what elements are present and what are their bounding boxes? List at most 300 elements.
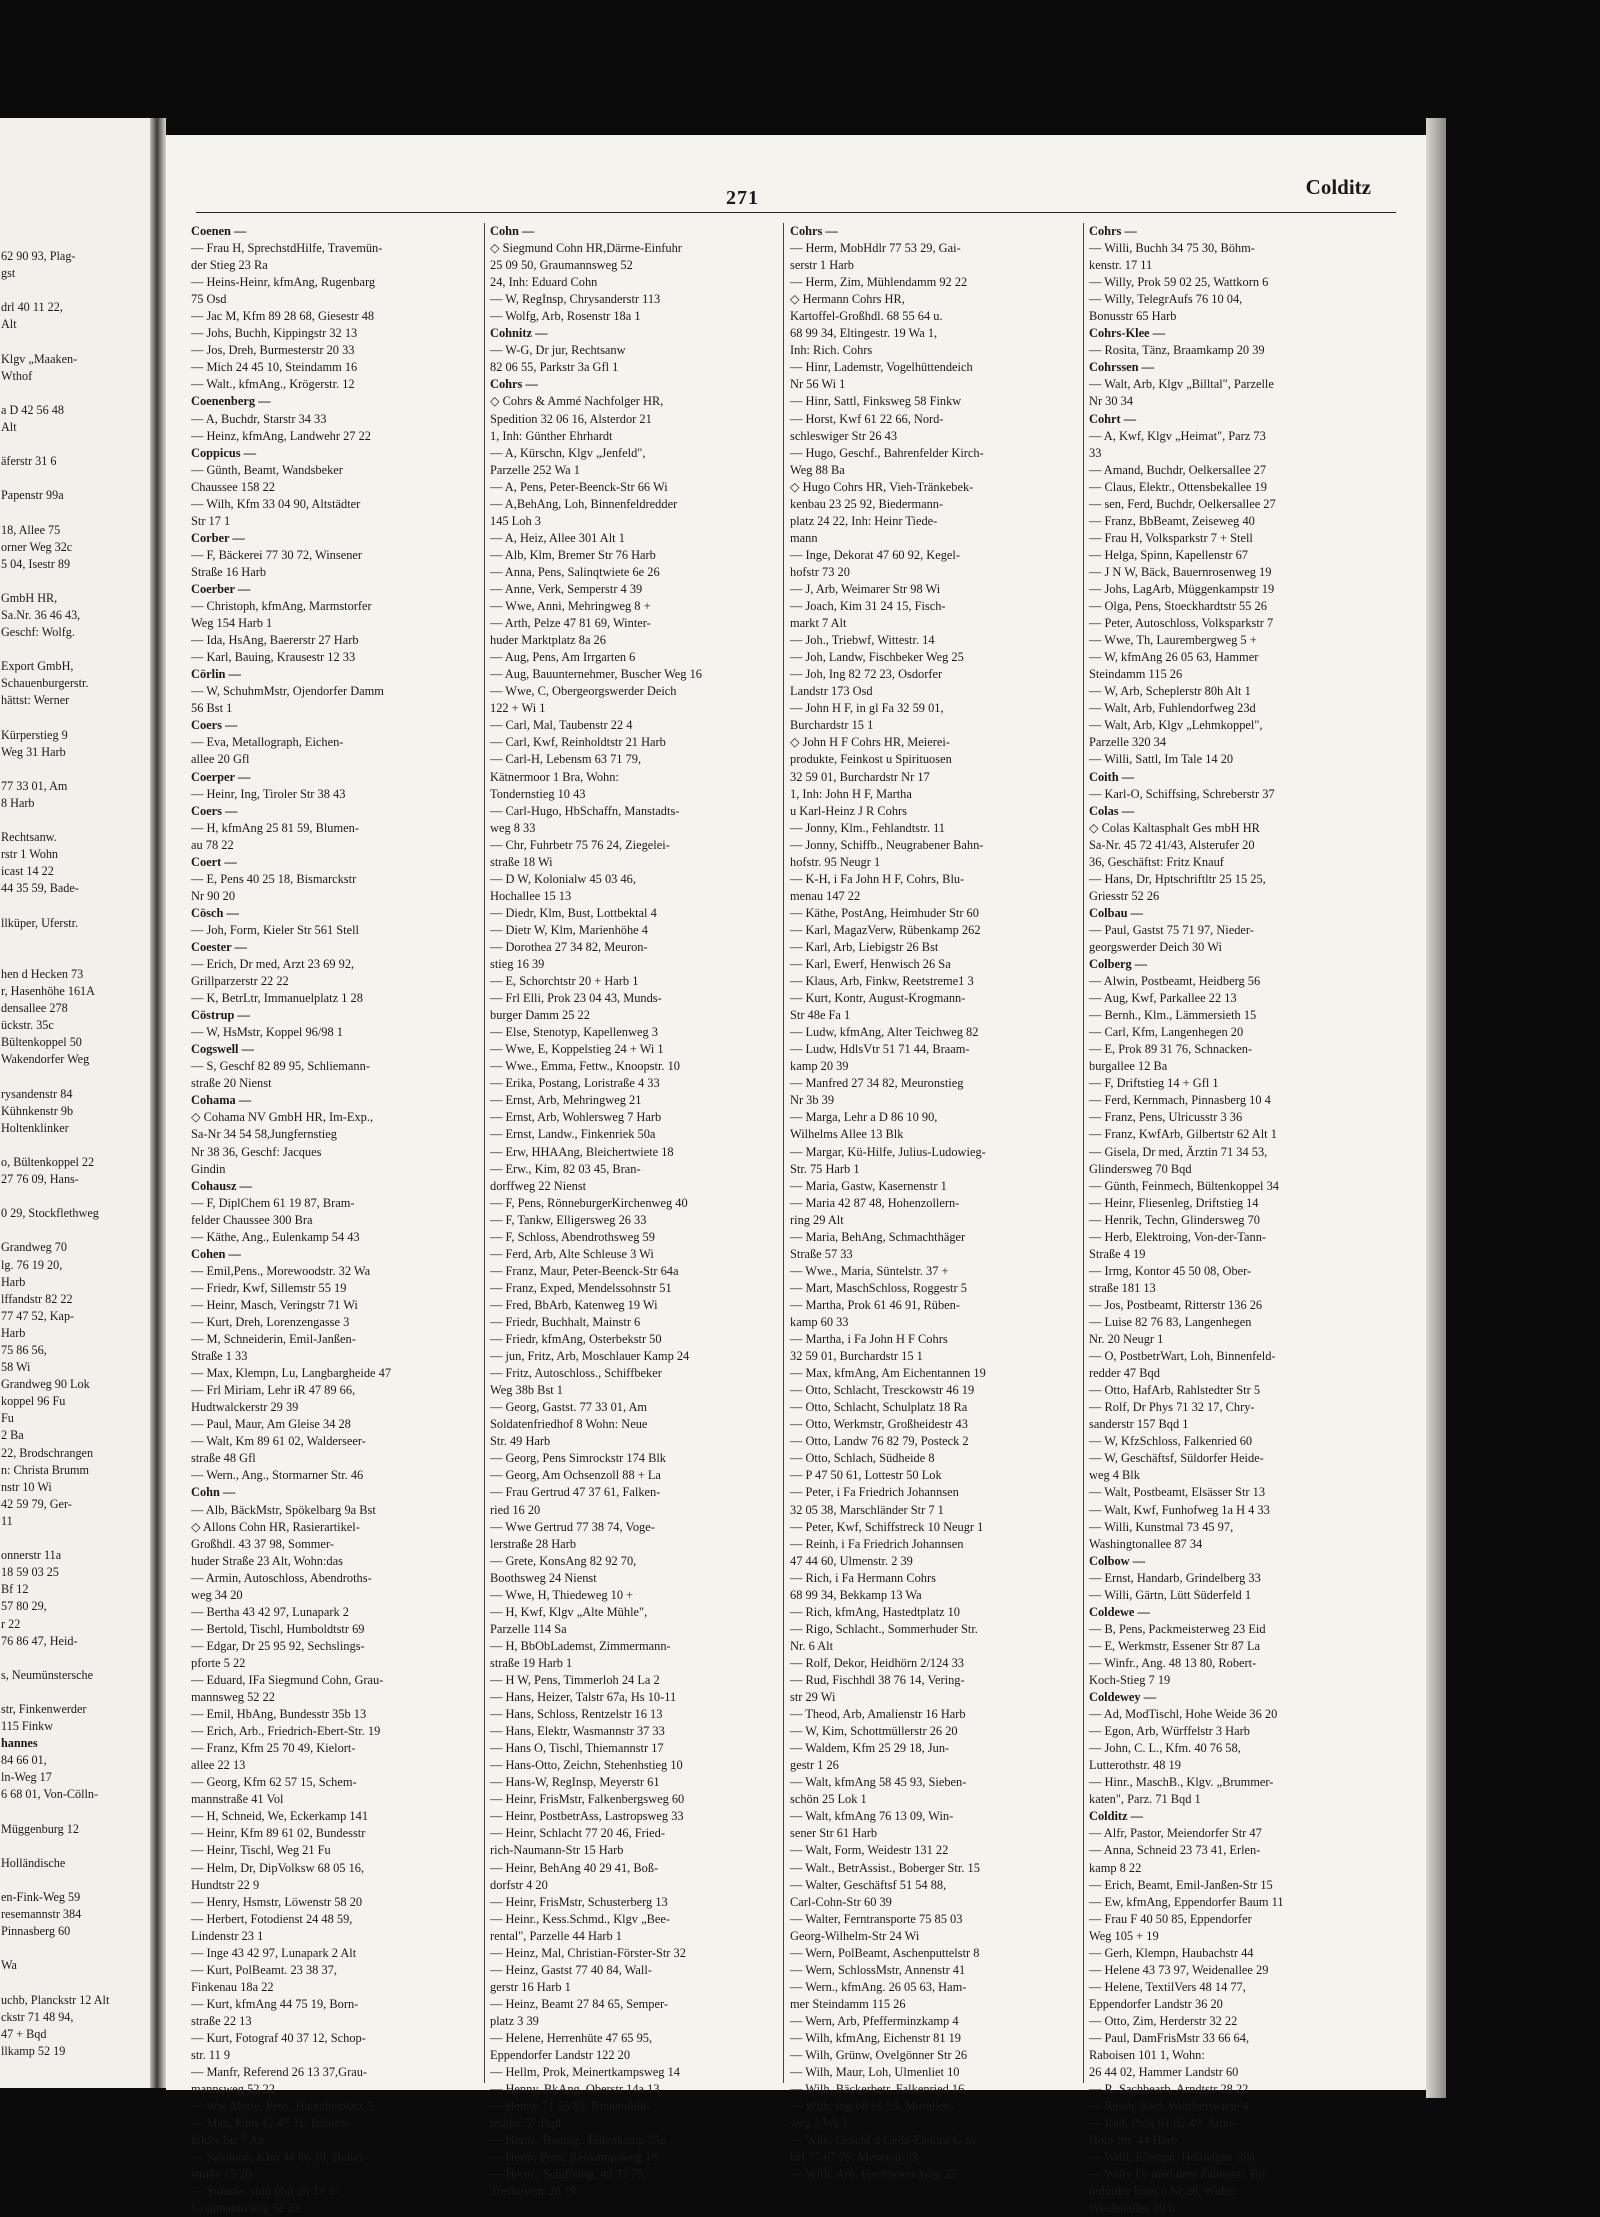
directory-entry-line: — Walt, Kwf, Funhofweg 1a H 4 33	[1089, 1502, 1270, 1517]
left-page-line: en-Fink-Weg 59	[1, 1890, 81, 1904]
directory-entry-line: allee 22 13	[191, 1758, 246, 1773]
directory-entry-line: — H W, Pens, Timmerloh 24 La 2	[490, 1672, 660, 1687]
left-page-line	[1, 282, 146, 299]
directory-entry-line: — J, Arb, Weimarer Str 98 Wi	[790, 581, 941, 596]
directory-entry-line: — Wern, Arb, Pfefferminzkamp 4	[790, 2013, 959, 2028]
left-page-line: Fu	[1, 1411, 14, 1426]
directory-entry-line: Wilhelms Allee 13 Blk	[790, 1127, 904, 1142]
directory-entry-line: — Manfr, Referend 26 13 37,Grau-	[191, 2065, 368, 2080]
directory-entry-line: — Bernh., Klm., Lämmersieth 15	[1089, 1008, 1257, 1023]
directory-entry-line: schleswiger Str 26 43	[790, 428, 898, 443]
directory-entry-line: — H, kfmAng 25 81 59, Blumen-	[191, 820, 359, 835]
surname-heading: Corber —	[191, 530, 245, 545]
directory-entry-line: — Erich, Dr med, Arzt 23 69 92,	[191, 957, 355, 972]
left-page-line: hannes	[1, 1736, 38, 1751]
directory-entry-line: — Willy Dr med dent Zahnarzt, Bil-	[1089, 2167, 1270, 2182]
surname-heading: Colditz —	[1089, 1809, 1144, 1824]
left-page-line: onnerstr 11a	[1, 1548, 62, 1563]
directory-entry-line: — Jonny, Klm., Fehlandtstr. 11	[790, 820, 945, 835]
directory-entry-line: — Henny 71 53 83, Binnenfeld-	[490, 2099, 651, 2114]
left-page-line: Schauenburgerstr.	[1, 676, 89, 691]
directory-entry-line: — Johs, Buchh, Kippingstr 32 13	[191, 326, 358, 341]
directory-entry-line: straße 22 13	[191, 2013, 252, 2028]
directory-entry-line: — Hans-Otto, Zeichn, Stehenhstieg 10	[490, 1758, 683, 1773]
directory-entry-line: — Heinr, Tischl, Weg 21 Fu	[191, 1843, 331, 1858]
directory-entry-line: mannsweg 52 22	[191, 2082, 275, 2097]
left-page-line: drl 40 11 22,	[1, 300, 63, 315]
surname-heading: Cohrs —	[1089, 224, 1137, 238]
directory-entry-line: — Herm., Schiffsing. 40 33 75,	[490, 2167, 647, 2182]
directory-entry-line: — Horst, Kwf 61 22 66, Nord-	[790, 411, 944, 426]
directory-entry-line: 33	[1089, 445, 1102, 460]
left-page-line: Geschf: Wolfg.	[1, 625, 75, 640]
directory-entry-line: Weidenallee 29 6	[1089, 2201, 1175, 2216]
directory-entry-line: — Manfred 27 34 82, Meuronstieg	[790, 1076, 964, 1091]
directory-entry-line: Parzelle 114 Sa	[490, 1621, 567, 1636]
directory-entry-line: — A, Buchdr, Starstr 34 33	[191, 411, 327, 426]
directory-entry-line: Nr 3b 39	[790, 1093, 835, 1108]
directory-entry-line: Finkenau 18a 22	[191, 1979, 274, 1994]
left-page-line: 58 Wi	[1, 1360, 31, 1375]
surname-heading: Colbow —	[1089, 1553, 1146, 1568]
directory-entry-line: kenbau 23 25 92, Biedermann-	[790, 496, 944, 511]
directory-entry-line: — Günth, Feinmech, Bültenkoppel 34	[1089, 1178, 1279, 1193]
left-page-line: Alt	[1, 317, 17, 332]
directory-entry-line: — Otto, Schlacht, Tresckowstr 46 19	[790, 1383, 975, 1398]
directory-entry-line: — Henrik, Techn, Glindersweg 70	[1089, 1212, 1260, 1227]
surname-heading: Colberg —	[1089, 957, 1148, 972]
directory-entry-line: Lindenstr 23 1	[191, 1928, 264, 1943]
directory-entry-line: kamp 60 33	[790, 1315, 849, 1329]
directory-entry-line: — Bertha 43 42 97, Lunapark 2	[191, 1604, 349, 1619]
directory-entry-line: serstr 1 Harb	[790, 258, 854, 273]
left-page-line	[1, 333, 146, 350]
directory-entry-line: — Otto, Werkmstr, Großheidestr 43	[790, 1417, 968, 1432]
directory-entry-line: Parzelle 252 Wa 1	[490, 462, 580, 477]
directory-entry-line: — F, Tankw, Elligersweg 26 33	[490, 1212, 647, 1227]
left-page-line	[1, 641, 146, 658]
directory-entry-line: — Inge 43 42 97, Lunapark 2 Alt	[191, 1945, 357, 1960]
directory-entry-line: — Frl Elli, Prok 23 04 43, Munds-	[490, 991, 662, 1006]
directory-entry-line: — Heinr., Kess.Schmd., Klgv „Bee-	[490, 1911, 670, 1926]
directory-entry-line: — Jos, Dreh, Burmesterstr 20 33	[191, 343, 355, 358]
directory-entry-line: — Willi, Klempn, Heilwigstr 39a	[1089, 2150, 1255, 2165]
directory-entry-line: — Rud, Prok 81 02 49, Arno-	[1089, 2116, 1237, 2131]
directory-entry-line: Nr. 20 Neugr 1	[1089, 1332, 1164, 1347]
directory-entry-line: straße 48 Gfl	[191, 1451, 256, 1466]
directory-entry-line: — Günth, Beamt, Wandsbeker	[191, 462, 343, 477]
directory-entry-line: — Joach, Kim 31 24 15, Fisch-	[790, 599, 946, 614]
left-page-line: lg. 76 19 20,	[1, 1257, 63, 1272]
directory-entry-line: Inh: Rich. Cohrs	[790, 343, 873, 358]
directory-entry-line: — Helm, Dr, DipVolksw 68 05 16,	[191, 1860, 365, 1875]
directory-entry-line: — Martha, Prok 61 46 91, Rüben-	[790, 1297, 961, 1312]
directory-entry-line: ◇ Cohama NV GmbH HR, Im-Exp.,	[191, 1110, 374, 1125]
left-page-line: orner Weg 32c	[1, 539, 73, 554]
directory-entry-line: — Rosita, Tänz, Braamkamp 20 39	[1089, 343, 1265, 358]
left-page-line: hen d Hecken 73	[1, 966, 84, 981]
surname-heading: Cohrt —	[1089, 411, 1137, 426]
directory-entry-line: 36, Geschäftst: Fritz Knauf	[1089, 854, 1224, 869]
left-page-line	[1, 932, 146, 949]
directory-entry-line: — Karl, MagazVerw, Rübenkamp 262	[790, 922, 981, 937]
left-page-line	[1, 1974, 146, 1991]
directory-entry-line: — Salomon, Kfm 44 86 30, Haller-	[191, 2150, 367, 2165]
directory-entry-line: — W, SchuhmMstr, Ojendorfer Damm	[191, 684, 384, 699]
directory-entry-line: — Kurt, Kontr, August-Krogmann-	[790, 991, 966, 1006]
left-page-line	[1, 949, 146, 966]
directory-entry-line: ring 29 Alt	[790, 1212, 844, 1227]
directory-entry-line: — Friedr, Kwf, Sillemstr 55 19	[191, 1280, 347, 1295]
left-page-line: Wthof	[1, 368, 33, 383]
left-page-line: nstr 10 Wi	[1, 1479, 52, 1494]
directory-entry-line: straße 20 Nienst	[191, 1076, 272, 1091]
directory-entry-line: 75 Osd	[191, 292, 227, 307]
left-page-line: n: Christa Brumm	[1, 1462, 90, 1477]
directory-entry-line: 56 Bst 1	[191, 701, 233, 716]
directory-entry-line: 82 06 55, Parkstr 3a Gfl 1	[490, 360, 619, 375]
directory-entry-line: — Friedr, kfmAng, Osterbekstr 50	[490, 1332, 662, 1347]
directory-entry-line: — Joh, Form, Kieler Str 561 Stell	[191, 922, 359, 937]
directory-entry-line: — Hans O, Tischl, Thiemannstr 17	[490, 1741, 664, 1756]
left-page-text-strip	[1, 248, 146, 2060]
directory-entry-line: — Waldem, Kfm 25 29 18, Jun-	[790, 1741, 950, 1756]
directory-entry-line: ◇ Colas Kaltasphalt Ges mbH HR	[1089, 820, 1260, 835]
directory-entry-line: — Wilh, Grünw, Ovelgönner Str 26	[790, 2048, 968, 2063]
directory-entry-line: mannstraße 41 Vol	[191, 1792, 284, 1807]
directory-entry-line: burger Damm 25 22	[490, 1008, 590, 1023]
directory-entry-line: Gindin	[191, 1161, 226, 1176]
directory-entry-line: — A, Kwf, Klgv „Heimat", Parz 73	[1089, 428, 1266, 443]
directory-entry-line: Eppendorfer Landstr 36 20	[1089, 1996, 1223, 2011]
directory-entry-line: — Franz, Maur, Peter-Beenck-Str 64a	[490, 1263, 679, 1278]
left-page-line	[1, 573, 146, 590]
directory-entry-line: ◇ Allons Cohn HR, Rasierartikel-	[191, 1519, 360, 1534]
left-page-line: resemannstr 384	[1, 1907, 82, 1922]
directory-entry-line: — Hans, Schloss, Rentzelstr 16 13	[490, 1707, 663, 1722]
directory-entry-line: — Sidonie, stud phil 26 13 37,	[191, 2184, 344, 2199]
directory-entry-line: — K, BetrLtr, Immanuelplatz 1 28	[191, 991, 363, 1006]
directory-entry-line: kamp 8 22	[1089, 1860, 1142, 1875]
book-gutter	[150, 118, 166, 2088]
directory-entry-line: — E, Schorchtstr 20 + Harb 1	[490, 974, 639, 989]
directory-entry-line: — Aug, Bauunternehmer, Buscher Weg 16	[490, 667, 702, 682]
left-page-line: Grandweg 90 Lok	[1, 1377, 90, 1392]
directory-entry-line: Koch-Stieg 7 19	[1089, 1672, 1171, 1687]
surname-heading: Cörlin —	[191, 667, 241, 682]
directory-entry-line: — Carl, Mal, Taubenstr 22 4	[490, 718, 633, 733]
directory-entry-line: — Ernst, Landw., Finkenriek 50a	[490, 1127, 656, 1142]
directory-entry-line: — Willi, Gärtn, Lütt Süderfeld 1	[1089, 1587, 1252, 1602]
directory-entry-line: — Hans, Heizer, Talstr 67a, Hs 10-11	[490, 1690, 677, 1705]
directory-entry-line: — Jos, Postbeamt, Ritterstr 136 26	[1089, 1297, 1263, 1312]
directory-entry-line: Boothsweg 24 Nienst	[490, 1570, 597, 1585]
directory-entry-line: mer Steindamm 115 26	[790, 1996, 906, 2011]
left-page-line: Klgv „Maaken-	[1, 351, 78, 366]
directory-entry-line: — Ludw, HdlsVtr 51 71 44, Braam-	[790, 1042, 970, 1057]
left-page-line: 18 59 03 25	[1, 1565, 59, 1580]
directory-entry-line: — Helene, TextilVers 48 14 77,	[1089, 1979, 1246, 1994]
directory-entry-line: Nr 30 34	[1089, 394, 1134, 409]
left-page-line	[1, 1222, 146, 1239]
directory-entry-line: — Otto, Schlach, Südheide 8	[790, 1451, 935, 1466]
directory-entry-line: — A, Kürschn, Klgv „Jenfeld",	[490, 445, 646, 460]
left-page-line: lffandstr 82 22	[1, 1291, 73, 1306]
directory-entry-line: — W, kfmAng 26 05 63, Hammer	[1089, 650, 1259, 665]
directory-entry-line: — Walter, Geschäftsf 51 54 88,	[790, 1877, 947, 1892]
directory-entry-line: — Walt, Arb, Klgv „Billtal", Parzelle	[1089, 377, 1274, 392]
directory-entry-line: Nr. 6 Alt	[790, 1638, 834, 1653]
directory-entry-line: — Fritz, Autoschloss., Schiffbeker	[490, 1366, 662, 1381]
directory-entry-line: — Wern, SchlossMstr, Annenstr 41	[790, 1962, 966, 1977]
directory-entry-line: — Heinz, kfmAng, Landwehr 27 22	[191, 428, 371, 443]
directory-entry-line: 32 59 01, Burchardstr Nr 17	[790, 769, 930, 784]
directory-entry-line: — Wern., Ang., Stormarner Str. 46	[191, 1468, 364, 1483]
directory-entry-line: 122 + Wi 1	[490, 701, 546, 716]
directory-entry-line: — E, Pens 40 25 18, Bismarckstr	[191, 871, 357, 886]
directory-entry-line: — Herb, Elektroing, Von-der-Tann-	[1089, 1229, 1267, 1244]
left-page-line: ückstr. 35c	[1, 1018, 54, 1033]
directory-entry-line: — Erich, Beamt, Emil-Janßen-Str 15	[1089, 1877, 1273, 1892]
left-page-line	[1, 504, 146, 521]
directory-entry-line: hofstr. 95 Neugr 1	[790, 854, 881, 869]
column-divider	[1083, 223, 1084, 2083]
directory-entry-line: — Frau F 40 50 85, Eppendorfer	[1089, 1911, 1252, 1926]
left-page-line: Bültenkoppel 50	[1, 1035, 82, 1050]
left-page-line	[1, 1940, 146, 1957]
column-1	[191, 223, 478, 2216]
directory-entry-line: — Alb, BäckMstr, Spökelbarg 9a Bst	[191, 1502, 376, 1517]
directory-entry-line: Nr 38 36, Geschf: Jacques	[191, 1144, 322, 1159]
directory-entry-line: — Erw, HHAAng, Bleichertwiete 18	[490, 1144, 674, 1159]
directory-entry-line: — Kurt, Fotograf 40 37 12, Schop-	[191, 2030, 366, 2045]
surname-heading: Coenen —	[191, 224, 247, 238]
left-page-line: densallee 278	[1, 1001, 68, 1016]
left-page-line: a D 42 56 48	[1, 402, 64, 417]
directory-entry-line: Nr 90 20	[191, 888, 236, 903]
directory-entry-line: — Gisela, Dr med, Ärztin 71 34 53,	[1089, 1144, 1268, 1159]
surname-heading: Cösch —	[191, 905, 239, 920]
directory-entry-line: — Ww Marie, Pens, Habichtsplatz 5	[191, 2099, 373, 2114]
directory-entry-line: — Erika, Postang, Loristraße 4 33	[490, 1076, 660, 1091]
directory-entry-line: markt 7 Alt	[790, 616, 847, 631]
directory-entry-line: pforte 5 22	[191, 1655, 246, 1670]
directory-entry-line: — Reinh, Kwf, Weichertwiete 4	[1089, 2099, 1249, 2114]
left-page-line: o, Bültenkoppel 22	[1, 1154, 95, 1169]
directory-entry-line: Kartoffel-Großhdl. 68 55 64 u.	[790, 309, 943, 324]
directory-entry-line: — Georg, Gastst. 77 33 01, Am	[490, 1400, 648, 1415]
surname-heading: Cohrs —	[790, 224, 838, 238]
surname-heading: Colbau —	[1089, 905, 1144, 920]
directory-entry-line: — S, Geschf 82 89 95, Schliemann-	[191, 1059, 370, 1074]
directory-entry-line: — Carl-H, Lebensm 63 71 79,	[490, 752, 642, 767]
directory-entry-line: — Walt, kfmAng 58 45 93, Sieben-	[790, 1775, 967, 1790]
directory-entry-line: — W, Geschäftsf, Süldorfer Heide-	[1089, 1451, 1264, 1466]
directory-entry-line: felder Chaussee 300 Bra	[191, 1212, 313, 1227]
surname-heading: Cogswell —	[191, 1042, 254, 1057]
directory-entry-line: — Karl-O, Schiffsing, Schreberstr 37	[1089, 786, 1275, 801]
left-page-line: ckstr 71 48 94,	[1, 2009, 74, 2024]
directory-entry-line: Hundtstr 22 9	[191, 1877, 260, 1892]
directory-entry-line: — Joh, Ing 82 72 23, Osdorfer	[790, 667, 943, 682]
directory-entry-line: weg 34 20	[191, 1587, 243, 1602]
directory-entry-line: — Heinz, Beamt 27 84 65, Semper-	[490, 1996, 669, 2011]
directory-entry-line: — Joh, Landw, Fischbeker Weg 25	[790, 650, 964, 665]
directory-entry-line: — John H F, in gl Fa 32 59 01,	[790, 701, 944, 716]
left-page-line	[1, 812, 146, 829]
directory-entry-line: — Edgar, Dr 25 95 92, Sechslings-	[191, 1638, 365, 1653]
directory-entry-line: katen", Parz. 71 Bqd 1	[1089, 1792, 1201, 1807]
left-page-line: 6 68 01, Von-Cölln-	[1, 1787, 99, 1802]
directory-entry-line: — Ew, kfmAng, Eppendorfer Baum 11	[1089, 1894, 1284, 1909]
left-page-line: 0 29, Stockflethweg	[1, 1206, 99, 1221]
directory-entry-line: Weg 154 Harb 1	[191, 616, 273, 631]
directory-entry-line: — Maria, Gastw, Kasernenstr 1	[790, 1178, 947, 1193]
directory-entry-line: — Walter, Ferntransporte 75 85 03	[790, 1911, 963, 1926]
directory-entry-line: — Egon, Arb, Würffelstr 3 Harb	[1089, 1724, 1250, 1739]
directory-entry-line: — F, Driftstieg 14 + Gfl 1	[1089, 1076, 1219, 1091]
left-page-line: rysandenstr 84	[1, 1086, 73, 1101]
surname-heading: Coith —	[1089, 769, 1135, 784]
surname-heading: Coppicus —	[191, 445, 257, 460]
directory-entry-line: kenstr. 17 11	[1089, 258, 1153, 273]
directory-entry-line: — Heinz, Gastst 77 40 84, Wall-	[490, 1962, 652, 1977]
directory-entry-line: Grillparzerstr 22 22	[191, 974, 289, 989]
directory-entry-line: Lutterothstr. 48 19	[1089, 1758, 1181, 1773]
directory-page	[166, 135, 1426, 2216]
directory-entry-line: — Heinr, FrisMstr, Falkenbergsweg 60	[490, 1792, 685, 1807]
directory-entry-line: Straße 57 33	[790, 1246, 853, 1261]
surname-heading: Coers —	[191, 718, 238, 733]
directory-entry-line: — Carl-Hugo, HbSchaffn, Manstadts-	[490, 803, 680, 818]
directory-entry-line: stieg 16 39	[490, 957, 545, 972]
left-page-line: GmbH HR,	[1, 590, 58, 605]
directory-entry-line: redder 57 Bqd	[490, 2116, 561, 2131]
directory-entry-line: — Maria 42 87 48, Hohenzollern-	[790, 1195, 960, 1210]
directory-entry-line: 47 44 60, Ulmenstr. 2 39	[790, 1553, 913, 1568]
directory-entry-line: — O, PostbetrWart, Loh, Binnenfeld-	[1089, 1349, 1276, 1364]
directory-entry-line: Hochallee 15 13	[490, 888, 572, 903]
left-page-fragment	[0, 118, 150, 2088]
directory-entry-line: — Hans, Dr, Hptschriftltr 25 15 25,	[1089, 871, 1266, 886]
directory-entry-line: — Emil,Pens., Morewoodstr. 32 Wa	[191, 1263, 371, 1278]
directory-entry-line: Georg-Wilhelm-Str 24 Wi	[790, 1928, 920, 1943]
directory-entry-line: — A, Pens, Peter-Beenck-Str 66 Wi	[490, 479, 668, 494]
directory-entry-line: — Maria, BehAng, Schmachthäger	[790, 1229, 966, 1244]
directory-entry-line: — R, Sachbearb, Arndtstr 28 22	[1089, 2082, 1249, 2097]
directory-entry-line: — Helene 43 73 97, Weidenallee 29	[1089, 1962, 1269, 1977]
directory-entry-line: u Karl-Heinz J R Cohrs	[790, 803, 908, 818]
left-page-line	[1, 1650, 146, 1667]
directory-entry-line: — Hellm, Prok, Meinertkampsweg 14	[490, 2065, 680, 2080]
directory-entry-line: — Ida, HsAng, Baererstr 27 Harb	[191, 633, 359, 648]
directory-entry-line: — Heinr, Masch, Veringstr 71 Wi	[191, 1297, 358, 1312]
directory-entry-line: Soldatenfriedhof 8 Wohn: Neue	[490, 1417, 648, 1432]
directory-entry-line: Griesstr 52 26	[1089, 888, 1160, 903]
directory-entry-line: — Frau H, Volksparkstr 7 + Stell	[1089, 530, 1253, 545]
directory-entry-line: hofstr 73 20	[790, 564, 850, 579]
surname-heading: Colas —	[1089, 803, 1135, 818]
left-page-line	[1, 1530, 146, 1547]
directory-entry-line: — Henry, Hsmstr, Löwenstr 58 20	[191, 1894, 363, 1909]
directory-entry-line: — Eva, Metallograph, Eichen-	[191, 735, 344, 750]
directory-entry-line: — K-H, i Fa John H F, Cohrs, Blu-	[790, 871, 965, 886]
directory-entry-line: — H, BbObLademst, Zimmermann-	[490, 1638, 671, 1653]
directory-entry-line: — Walt., BetrAssist., Boberger Str. 15	[790, 1860, 980, 1875]
directory-entry-line: — Rolf, Dr Phys 71 32 17, Chry-	[1089, 1400, 1255, 1415]
left-page-line	[1, 1684, 146, 1701]
directory-entry-line: mannsweg 52 22	[191, 1690, 275, 1705]
directory-entry-line: — Walt, Arb, Klgv „Lehmkoppel",	[1089, 718, 1263, 733]
directory-entry-line: — Amand, Buchdr, Oelkersallee 27	[1089, 462, 1267, 477]
directory-entry-line: — Paul, Maur, Am Gleise 34 28	[191, 1417, 351, 1432]
directory-entry-line: Str 48e Fa 1	[790, 1008, 851, 1023]
directory-entry-line: — W, Arb, Scheplerstr 80h Alt 1	[1089, 684, 1251, 699]
left-page-line: Sa.Nr. 36 46 43,	[1, 607, 81, 622]
directory-entry-line: — Ernst, Arb, Wohlersweg 7 Harb	[490, 1110, 662, 1125]
directory-entry-line: — F, DiplChem 61 19 87, Bram-	[191, 1195, 355, 1210]
directory-entry-line: — Ernst, Handarb, Grindelberg 33	[1089, 1570, 1261, 1585]
left-page-line: 115 Finkw	[1, 1719, 54, 1734]
directory-entry-line: — Klaus, Arb, Finkw, Reetstreme1 3	[790, 974, 974, 989]
directory-entry-line: — Gerh, Klempn, Haubachstr 44	[1089, 1945, 1254, 1960]
surname-heading: Coester —	[191, 939, 247, 954]
directory-entry-line: — P 47 50 61, Lottestr 50 Lok	[790, 1468, 942, 1483]
directory-entry-line: — Ad, ModTischl, Hohe Weide 36 20	[1089, 1707, 1278, 1722]
directory-entry-line: — Walt, Arb, Fuhlendorfweg 23d	[1089, 701, 1256, 716]
left-page-line: ln-Weg 17	[1, 1770, 52, 1785]
surname-heading: Coerber —	[191, 581, 251, 596]
directory-entry-line: rich-Naumann-Str 15 Harb	[490, 1843, 624, 1858]
directory-entry-line: — Karl, Ewerf, Henwisch 26 Sa	[790, 957, 951, 972]
directory-entry-line: — Max, Kfm 42 47 31, Bahren-	[191, 2116, 351, 2131]
directory-entry-line: — Carl, Kwf, Reinholdtstr 21 Harb	[490, 735, 666, 750]
directory-entry-line: — Hans-W, RegInsp, Meyerstr 61	[490, 1775, 660, 1790]
directory-entry-line: — Georg, Kfm 62 57 15, Schem-	[191, 1775, 357, 1790]
directory-entry-line: sanderstr 157 Bqd 1	[1089, 1417, 1189, 1432]
directory-entry-line: ried 16 20	[490, 1502, 541, 1517]
directory-entry-line: — Olga, Pens, Stoeckhardtstr 55 26	[1089, 599, 1267, 614]
directory-entry-line: — Diedr, Klm, Bust, Lottbektal 4	[490, 905, 657, 920]
directory-entry-line: — Käthe, Ang., Eulenkamp 54 43	[191, 1229, 360, 1244]
surname-heading: Coerper —	[191, 769, 251, 784]
directory-entry-line: — Herm, MobHdlr 77 53 29, Gai-	[790, 241, 961, 256]
left-page-line: 47 + Bqd	[1, 2026, 47, 2041]
directory-entry-line: — Kurt, PolBeamt. 23 38 37,	[191, 1962, 337, 1977]
directory-entry-line: — H, Schneid, We, Eckerkamp 141	[191, 1809, 369, 1824]
directory-entry-line: — Heinz, Mal, Christian-Förster-Str 32	[490, 1945, 686, 1960]
left-page-line: 18, Allee 75	[1, 522, 61, 537]
directory-entry-line: — Winfr., Ang. 48 13 80, Robert-	[1089, 1655, 1257, 1670]
directory-entry-line: — H, Kwf, Klgv „Alte Mühle",	[490, 1604, 648, 1619]
left-page-line: 44 35 59, Bade-	[1, 881, 79, 896]
directory-entry-line: — Karl, Arb, Liebigstr 26 Bst	[790, 939, 939, 954]
directory-entry-line: — D W, Kolonialw 45 03 46,	[490, 871, 636, 886]
left-page-line	[1, 1069, 146, 1086]
directory-entry-line: — Frau Gertrud 47 37 61, Falken-	[490, 1485, 661, 1500]
directory-entry-line: georgswerder Deich 30 Wi	[1089, 939, 1222, 954]
directory-entry-line: — Walt, Postbeamt, Elsässer Str 13	[1089, 1485, 1266, 1500]
directory-entry-line: — Reinh, i Fa Friedrich Johannsen	[790, 1536, 964, 1551]
surname-heading: Cohn —	[490, 224, 535, 238]
left-page-line: llküper, Uferstr.	[1, 915, 79, 930]
directory-entry-line: — Willi, Kunstmal 73 45 97,	[1089, 1519, 1234, 1534]
directory-entry-line: Glindersweg 70 Bqd	[1089, 1161, 1192, 1176]
directory-entry-line: Tondernstieg 10 43	[490, 786, 586, 801]
left-page-line	[1, 1188, 146, 1205]
directory-entry-line: — B, Pens, Packmeisterweg 23 Eid	[1089, 1621, 1266, 1636]
left-page-line: r, Hasenhöhe 161A	[1, 984, 95, 999]
